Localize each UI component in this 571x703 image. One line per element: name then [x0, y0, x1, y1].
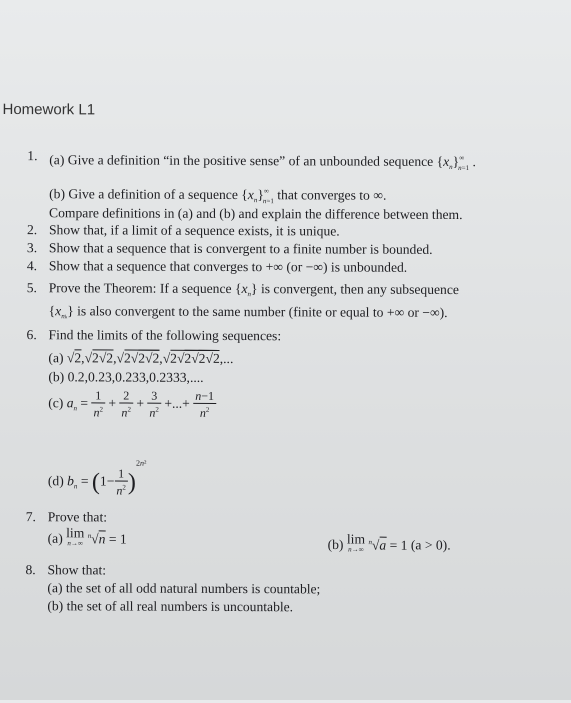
- item-5-text: Prove the Theorem: If a sequence: [48, 280, 232, 297]
- seq-notation: $\{x_n\}^\infty_{n=1}$ .: [436, 153, 477, 173]
- nth-root-a-formula: lim n→∞ $^n$√a = 1: [346, 531, 411, 554]
- item-3-number: 3.: [26, 240, 38, 256]
- item-7b-label: (b): [327, 536, 344, 553]
- page-title: Homework L1: [2, 101, 96, 119]
- item-4-text: Show that a sequence that converges to +∞ (or −∞) is unbounded.: [48, 258, 408, 275]
- item-7b: [328, 532, 451, 554]
- item-1-number: 1.: [27, 148, 38, 164]
- item-2-text: Show that, if a limit of a sequence exists, it is unique.: [48, 222, 340, 239]
- item-6d: [48, 448, 147, 501]
- item-6-text: Find the limits of the following sequences:: [48, 327, 282, 344]
- item-5-tail: is convergent, then any subsequence: [260, 281, 459, 298]
- item-5-line1: [49, 279, 459, 304]
- power-formula: $b_n = (1-$ $\frac{1}{n^2}$ )$^{2n^2}$: [67, 458, 147, 498]
- item-5-number: 5.: [26, 280, 37, 296]
- item-6c-label: (c): [48, 395, 64, 411]
- item-5-cont: is also convergent to the same number (finite or equal to +∞ or −∞).: [77, 303, 448, 320]
- seq-notation: $\{x_n\}$: [234, 281, 258, 299]
- item-3-text: Show that a sequence that is convergent to a finite number is bounded.: [48, 240, 433, 257]
- item-6a: [48, 349, 233, 368]
- item-2-number: 2.: [26, 222, 38, 238]
- item-4-number: 4.: [26, 258, 38, 274]
- item-6b-label: (b): [48, 369, 65, 385]
- item-7a-label: (a): [47, 530, 63, 546]
- item-1a-text: (a) Give a definition “in the positive sense” of an unbounded sequence: [49, 152, 434, 169]
- item-8-number: 8.: [25, 562, 36, 578]
- item-6b-text: 0.2,0.23,0.233,0.2333,....: [67, 369, 204, 385]
- item-1a: [49, 147, 476, 177]
- item-6c: [48, 388, 216, 424]
- item-8a: (a) the set of all odd natural numbers is countable;: [47, 580, 321, 597]
- item-1b-tail: that converges to ∞.: [277, 187, 387, 203]
- nested-radicals-formula: √2,√2√2,√2√2√2,√2√2√2√2,...: [66, 350, 234, 367]
- item-7b-cond: (a > 0).: [410, 537, 451, 553]
- item-1b-text: (b) Give a definition of a sequence: [49, 186, 238, 203]
- item-6b: [48, 368, 203, 387]
- item-6a-label: (a): [48, 350, 64, 366]
- series-formula: $a_n$ = $\frac{1}{n^2}$ + $\frac{2}{n^2}$ + $\frac{3}{n^2}$ +...+ $\frac{n-1}{n^2}$: [66, 388, 215, 420]
- subseq-notation: $\{x_{nk}\}$: [48, 303, 74, 321]
- item-7-number: 7.: [25, 509, 36, 525]
- nth-root-n-formula: lim n→∞ $^n$√n = 1: [66, 525, 127, 548]
- item-1-compare: Compare definitions in (a) and (b) and explain the difference between them.: [49, 205, 463, 223]
- item-6d-label: (d): [47, 473, 64, 489]
- item-6-number: 6.: [26, 327, 37, 343]
- item-8-text: Show that:: [47, 562, 107, 578]
- seq-notation: $\{x_n\}^\infty_{n=1}$: [241, 187, 274, 206]
- item-5-line2: [49, 302, 448, 329]
- item-7-text: Prove that:: [47, 509, 108, 525]
- item-8b: (b) the set of all real numbers is uncountable.: [47, 598, 294, 615]
- item-7a: [48, 526, 127, 548]
